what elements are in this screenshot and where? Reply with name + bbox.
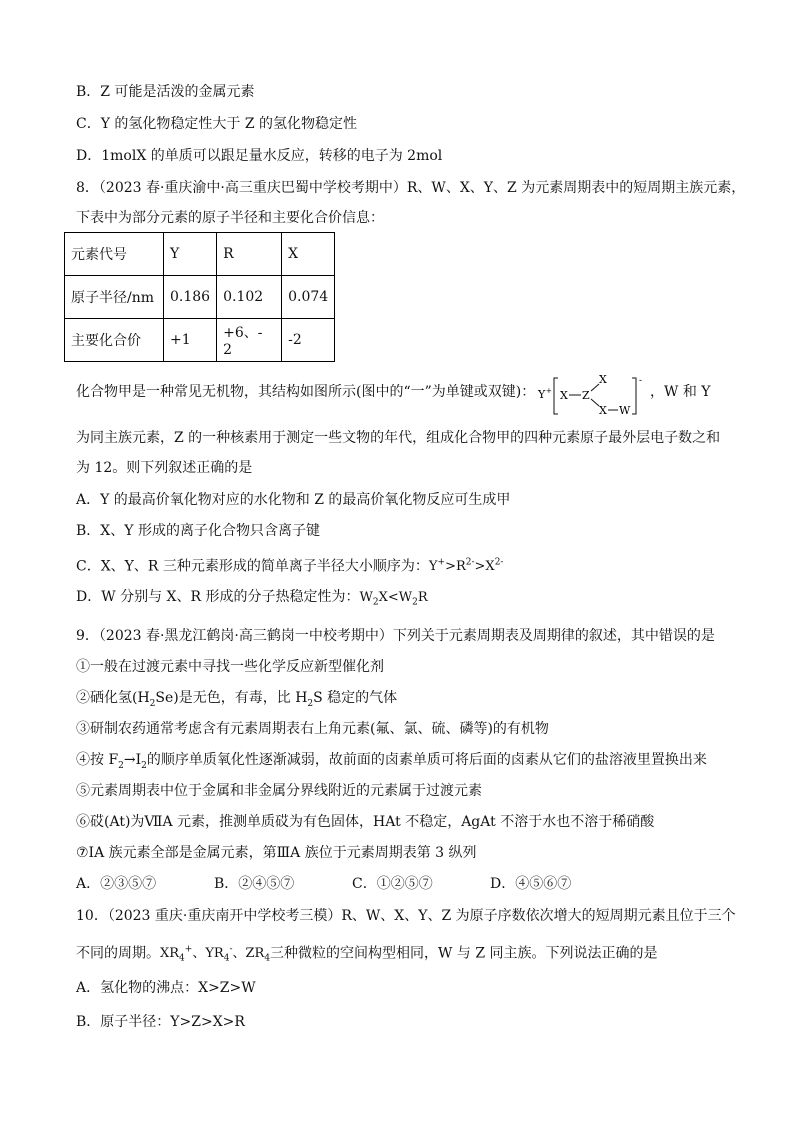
ion-radius-formula: $Y^+>R^{2-}>X^{2-}$	[428, 558, 504, 575]
table-cell: R	[217, 233, 282, 276]
element-info-table	[64, 232, 335, 362]
stability-formula: $W_2X<W_2R$	[359, 590, 428, 608]
table-cell: 0.102	[217, 276, 282, 319]
q7-option-c: C．Y 的氢化物稳定性大于 Z 的氢化物稳定性	[76, 116, 358, 132]
q9-statement-4-part: 的顺序单质氧化性逐渐减弱，故前面的卤素单质可将后面的卤素从它们的盐溶液里置换出来	[146, 752, 707, 768]
q9-statement-2-part: ②硒化氢(H	[76, 690, 150, 706]
q8-stem-line-3b: ，W 和 Y	[650, 384, 711, 400]
table-cell: -2	[282, 319, 335, 362]
table-cell: 主要化合价	[65, 319, 164, 362]
q9-statement-2-part: Se)是无色，有毒，比 H	[155, 690, 308, 706]
species-formulas: $XR_4^+$、$YR_4^-$、$ZR_4$	[160, 945, 271, 964]
q9-statement-4-part: ④按 F	[76, 752, 119, 768]
q8-option-d	[76, 587, 428, 613]
compound-structure-diagram	[536, 372, 646, 420]
q8-stem-line-4: 为同主族元素，Z 的一种核素用于测定一些文物的年代，组成化合物甲的四种元素原子最外层电子数之和	[76, 430, 721, 446]
q8-option-c-text: C．X、Y、R 三种元素形成的简单离子半径大小顺序为：	[76, 558, 429, 575]
q10-stem-line-1: 10．（2023 重庆·重庆南开中学校考三模）R、W、X、Y、Z 为原子序数依次增大的短周期元素且位于三个	[76, 908, 736, 924]
q8-option-c	[76, 553, 503, 577]
q8-stem-line-2: 下表中为部分元素的原子半径和主要化合价信息：	[76, 210, 384, 226]
q10-stem-line-2a: 不同的周期。	[76, 945, 160, 962]
structure-atom-z: Z	[582, 389, 590, 402]
table-cell: X	[282, 233, 335, 276]
q9-statement-2: ②硒化氢$(H_2Se)$是无色，有毒，比 $H_2S$ 稳定的气体	[76, 690, 398, 709]
left-bracket	[554, 378, 558, 414]
structure-atom-x-top: X	[599, 373, 607, 386]
q9-statement-5: ⑤元素周期表中位于金属和非金属分界线附近的元素属于过渡元素	[76, 783, 482, 799]
right-bracket	[632, 378, 636, 414]
q10-option-b: B．原子半径：Y>Z>X>R	[76, 1014, 245, 1030]
q8-option-a: A．Y 的最高价氧化物对应的水化物和 Z 的最高价氧化物反应可生成甲	[76, 492, 511, 508]
q8-stem-line-3a: 化合物甲是一种常见无机物，其结构如图所示(图中的“一”为单键或双键)：	[76, 384, 536, 400]
table-cell: 原子半径/nm	[65, 276, 164, 319]
structure-cation: Y	[538, 388, 546, 401]
table-cell: 元素代号	[65, 233, 164, 276]
q9-statement-4-part: →I	[123, 752, 142, 768]
q7-option-b: B．Z 可能是活泼的金属元素	[76, 84, 255, 100]
table-cell: +6、- 2	[217, 319, 282, 362]
q10-stem-line-2b: 三种微粒的空间构型相同，W 与 Z 同主族。下列说法正确的是	[270, 945, 658, 962]
bond	[591, 384, 599, 391]
table-row	[65, 276, 335, 319]
table-cell: +1	[164, 319, 217, 362]
structure-anion-charge: -	[639, 376, 643, 386]
q8-stem-line-5: 为 12。则下列叙述正确的是	[76, 460, 253, 476]
q9-option-d: D．④⑤⑥⑦	[490, 876, 572, 892]
q8-option-d-text: D．W 分别与 X、R 形成的分子热稳定性为：	[76, 589, 360, 605]
q9-statement-1: ①一般在过渡元素中寻找一些化学反应新型催化剂	[76, 659, 384, 675]
q9-option-a: A．②③⑤⑦	[76, 876, 157, 892]
table-cell: 0.186	[164, 276, 217, 319]
q9-option-c: C．①②⑤⑦	[352, 876, 433, 892]
q8-stem-line-1: 8．（2023 春·重庆渝中·高三重庆巴蜀中学校考期中）R、W、X、Y、Z 为元素周期表中的短周期主族元素，	[76, 180, 746, 196]
table-cell: 0.074	[282, 276, 335, 319]
q10-option-a: A．氢化物的沸点：X>Z>W	[76, 980, 256, 996]
q9-statement-2-part: S 稳定的气体	[313, 690, 398, 706]
q10-stem-line-2	[76, 940, 658, 969]
q9-statement-6: ⑥砹(At)为ⅦA 元素，推测单质砹为有色固体，HAt 不稳定，AgAt 不溶于水也不溶于稀硝酸	[76, 814, 655, 830]
bond	[591, 399, 599, 406]
q9-option-b: B．②④⑤⑦	[214, 876, 295, 892]
q9-statement-3: ③研制农药通常考虑含有元素周期表右上角元素(氟、氯、硫、磷等)的有机物	[76, 721, 549, 737]
structure-atom-x-left: X	[560, 389, 568, 402]
structure-atom-x-bottom: X	[599, 404, 607, 417]
q7-option-d: D．1molX 的单质可以跟足量水反应，转移的电子为 2mol	[76, 148, 443, 164]
q9-statement-4: ④按 $F_2\to I_2$的顺序单质氧化性逐渐减弱，故前面的卤素单质可将后面的卤素从它们的盐溶液里置换出来	[76, 752, 707, 771]
table-cell: Y	[164, 233, 217, 276]
q8-option-b: B．X、Y 形成的离子化合物只含离子键	[76, 523, 320, 539]
structure-cation-charge: +	[546, 387, 552, 395]
table-row	[65, 319, 335, 362]
structure-atom-w: W	[619, 404, 631, 417]
q9-stem: 9．（2023 春·黑龙江鹤岗·高三鹤岗一中校考期中）下列关于元素周期表及周期律的叙述，其中错误的是	[76, 628, 715, 644]
table-row	[65, 233, 335, 276]
q9-statement-7: ⑦ⅠA 族元素全部是金属元素，第ⅢA 族位于元素周期表第 3 纵列	[76, 845, 477, 861]
